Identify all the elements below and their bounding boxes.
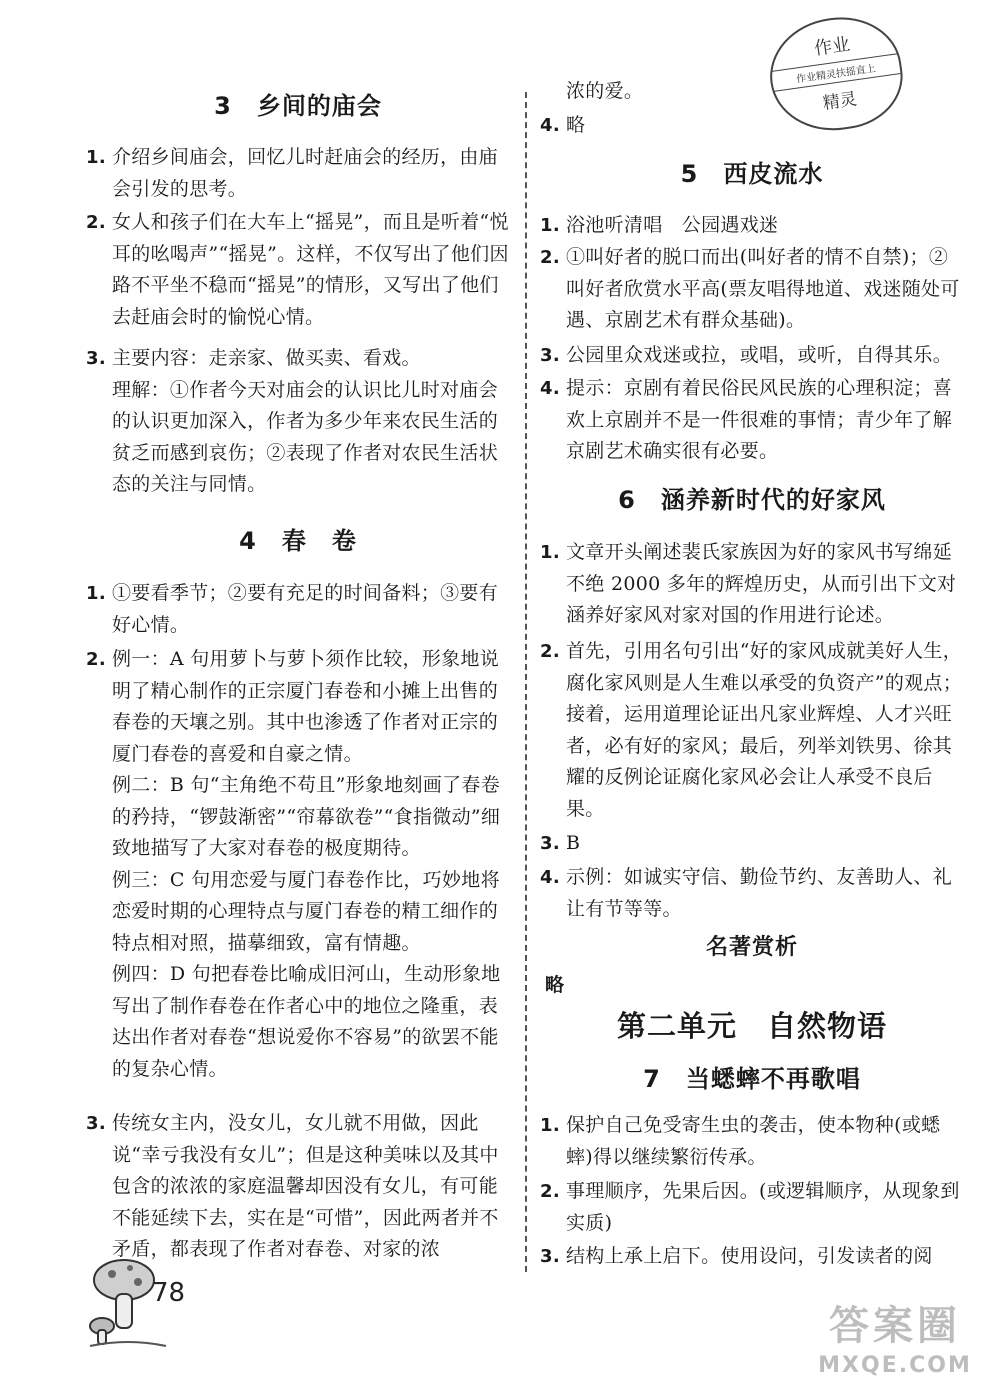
s5-item-1: 1. 浴池听清唱 公园遇戏迷 [540, 214, 779, 236]
section-6-title: 6 涵养新时代的好家风 [618, 486, 886, 514]
stamp-line2: 作业精灵扶摇直上 [771, 53, 901, 92]
mingzhu-body: 略 [545, 974, 565, 996]
section-5-title: 5 西皮流水 [680, 160, 824, 188]
s6-item-3: 3. B [540, 832, 581, 854]
s3-item-3: 3. 主要内容：走亲家、做买卖、看戏。 理解：①作者今天对庙会的认识比儿时对庙会的认识更加深入，作者为多少年来农民生活的贫乏而感到哀伤；②表现了作者对农民生活状态的关注与同情。 [86, 347, 499, 495]
stamp-line3: 精灵 [821, 89, 859, 114]
s6-item-4: 4. 示例：如诚实守信、勤俭节约、友善助人、礼让有节等等。 [540, 866, 953, 920]
page-number: 78 [152, 1278, 186, 1308]
section-3-title: 3 乡间的庙会 [214, 92, 382, 120]
section-4-title: 4 春 卷 [239, 527, 357, 555]
section-7-title: 7 当蟋蟀不再歌唱 [643, 1065, 861, 1093]
s4-item-4: 4. 略 [540, 114, 586, 136]
section-mingzhu-title: 名著赏析 [705, 935, 798, 960]
s7-item-2: 2. 事理顺序，先果后因。(或逻辑顺序，从现象到实质) [540, 1180, 960, 1234]
s4-item-2: 2. 例一：A 句用萝卜与萝卜须作比较，形象地说明了精心制作的正宗厦门春卷和小摊上出售的春卷的天壤之别。其中也渗透了作者对正宗的厦门春卷的喜爱和自豪之情。 例二：B 句“主角绝不苟且”形象地刻画了春卷的矜持，“锣鼓渐密”“帘幕欲卷”“食指微动”细致地描写了大家对春卷的极度期待。 例三：C 句用恋爱与厦门春卷作比，巧妙地将恋爱时期的心理特点与厦门春卷的精工细作的特点相对照，描摹细致，富有情趣。 例四：D 句把春卷比喻成旧河山，生动形象地写出了制作春卷在作者心中的地位之隆重，表达出作者对春卷“想说爱你不容易”的欲罢不能的复杂心情。 [86, 648, 501, 1080]
s5-item-3: 3. 公园里众戏迷或拉，或唱，或听，自得其乐。 [540, 344, 953, 366]
column-divider [525, 92, 527, 1272]
s6-item-1: 1. 文章开头阐述裴氏家族因为好的家风书写绵延不绝 2000 多年的辉煌历史，从而引出下文对涵养好家风对家对国的作用进行论述。 [540, 541, 957, 626]
watermark-line1: 答案圈 [829, 1303, 961, 1349]
unit-2-title: 第二单元 自然物语 [616, 1009, 887, 1043]
s7-item-3: 3. 结构上承上启下。使用设问，引发读者的阅 [540, 1245, 933, 1267]
watermark-line2: MXQE.COM [818, 1353, 972, 1378]
s4-item-3: 3. 传统女主内，没女儿，女儿就不用做，因此说“幸亏我没有女儿”；但是这种美味以及其中包含的浓浓的家庭温馨却因没有女儿，有可能不能延续下去，实在是“可惜”，因此两者并不矛盾，都表现了作者对春卷、对家的浓 [86, 1112, 499, 1260]
site-watermark [800, 1300, 990, 1392]
stamp-line1: 作业 [812, 33, 852, 60]
s7-item-1: 1. 保护自己免受寄生虫的袭击，使本物种(或蟋蟀)得以继续繁衍传承。 [540, 1114, 941, 1168]
s6-item-2: 2. 首先，引用名句引出“好的家风成就美好人生，腐化家风则是人生难以承受的负资产”的观点；接着，运用道理论证出凡家业辉煌、人才兴旺者，必有好的家风；最后，列举刘铁男、徐其耀的反例论证腐化家风必会让人承受不良后果。 [540, 640, 963, 820]
s3-item-1: 1. 介绍乡间庙会，回忆儿时赶庙会的经历，由庙会引发的思考。 [86, 146, 499, 200]
s4-item-1: 1. ①要看季节；②要有充足的时间备料；③要有好心情。 [86, 582, 499, 636]
s4-continued: 浓的爱。 [566, 80, 644, 102]
s5-item-4: 4. 提示：京剧有着民俗民风民族的心理积淀；喜欢上京剧并不是一件很难的事情；青少年了解京剧艺术确实很有必要。 [540, 377, 953, 462]
s3-item-2: 2. 女人和孩子们在大车上“摇晃”，而且是听着“悦耳的吆喝声”“摇晃”。这样，不仅写出了他们因路不平坐不稳而“摇晃”的情形，又写出了他们去赶庙会时的愉悦心情。 [86, 211, 509, 328]
s5-item-2: 2. ①叫好者的脱口而出(叫好者的情不自禁)；②叫好者欣赏水平高(票友唱得地道、戏迷随处可遇、京剧艺术有群众基础)。 [540, 246, 960, 331]
